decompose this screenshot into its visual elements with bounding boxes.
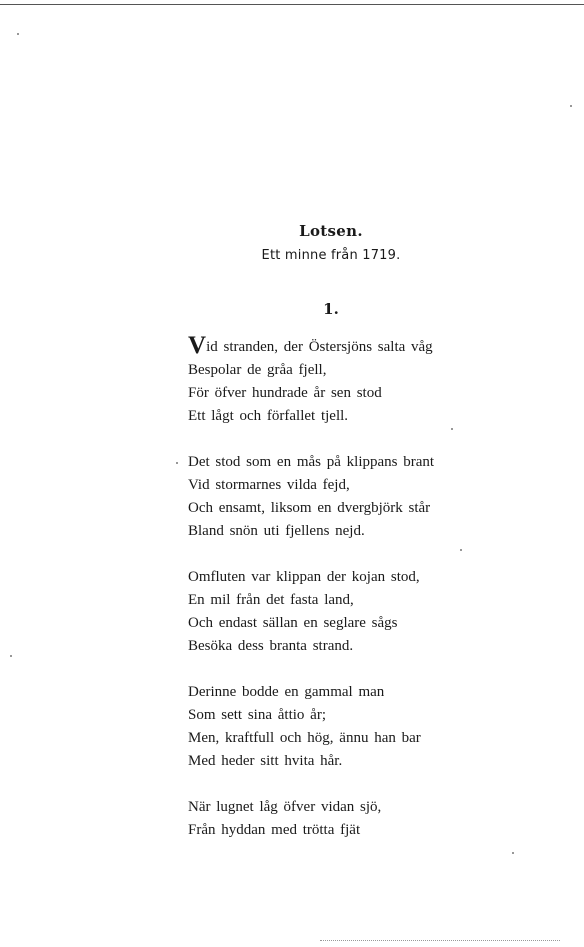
- stanza-5: [188, 796, 478, 842]
- poem-line: Derinne bodde en gammal man: [188, 684, 385, 700]
- section-number: 1.: [323, 300, 339, 318]
- poem-line: Med heder sitt hvita hår.: [188, 753, 343, 769]
- poem-line: Från hyddan med trötta fjät: [188, 822, 361, 838]
- poem-line: Som sett sina åttio år;: [188, 707, 326, 723]
- poem-line: [188, 332, 478, 359]
- poem-line: Omfluten var klippan der kojan stod,: [188, 569, 420, 585]
- scan-speck: [176, 462, 178, 464]
- scan-speck: [570, 105, 572, 107]
- scan-speck: [10, 655, 12, 657]
- poem-line: Bland snön uti fjellens nejd.: [188, 523, 365, 539]
- poem-line: En mil från det fasta land,: [188, 592, 354, 608]
- poem-line: Men, kraftfull och hög, ännu han bar: [188, 730, 421, 746]
- poem-line: Och endast sällan en seglare sågs: [188, 615, 398, 631]
- poem-body: [188, 332, 478, 842]
- stanza-2: [188, 451, 478, 543]
- scan-speck: [460, 549, 462, 551]
- poem-line: Vid stormarnes vilda fejd,: [188, 477, 350, 493]
- stanza-3: [188, 566, 478, 658]
- poem-line: Det stod som en mås på klippans brant: [188, 454, 435, 470]
- stanza-1: [188, 332, 478, 428]
- stanza-4: [188, 681, 478, 773]
- poem-line: Besöka dess branta strand.: [188, 638, 354, 654]
- top-rule: [0, 4, 584, 5]
- poem-line: För öfver hundrade år sen stod: [188, 385, 382, 401]
- scan-dust: [320, 940, 560, 942]
- poem-line: Bespolar de gråa fjell,: [188, 362, 327, 378]
- scan-speck: [512, 852, 514, 854]
- poem-line: När lugnet låg öfver vidan sjö,: [188, 799, 382, 815]
- scan-speck: [451, 428, 453, 430]
- poem-line-text: id stranden, der Östersjöns salta våg: [206, 339, 433, 355]
- poem-line: Ett lågt och förfallet tjell.: [188, 408, 349, 424]
- poem-title: Lotsen.: [299, 222, 363, 240]
- poem-line: Och ensamt, liksom en dvergbjörk står: [188, 500, 431, 516]
- drop-cap: V: [188, 332, 207, 359]
- poem-subtitle: Ett minne från 1719.: [261, 248, 401, 263]
- scan-speck: [17, 33, 19, 35]
